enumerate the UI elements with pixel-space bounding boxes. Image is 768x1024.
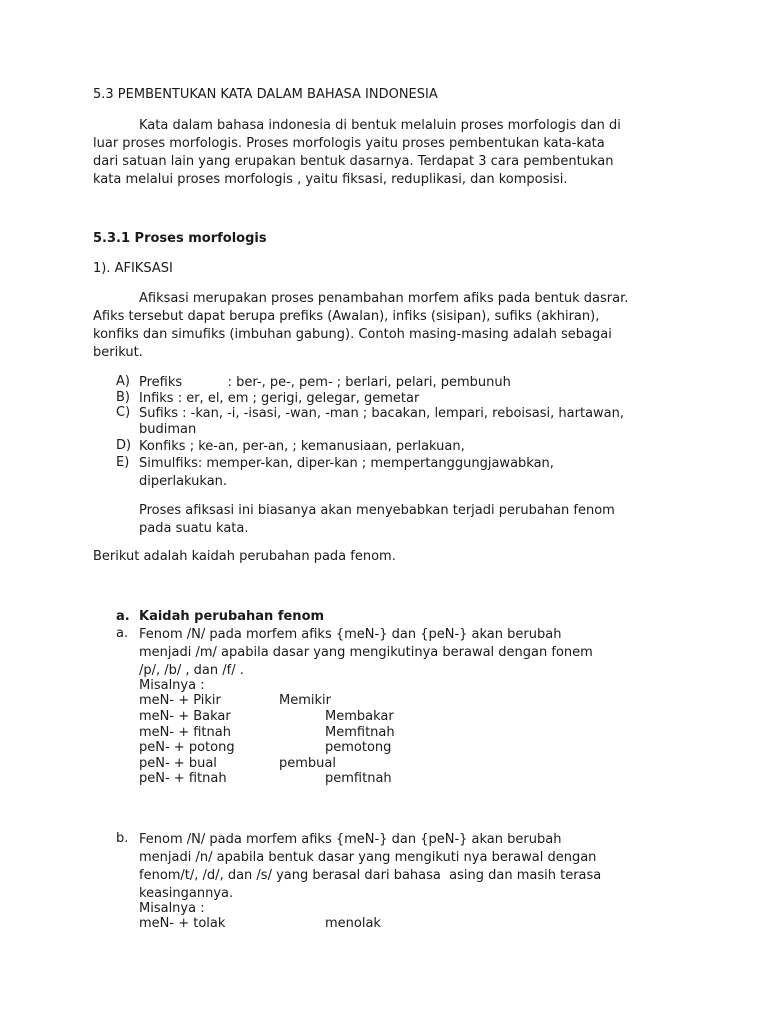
afiksasi-line: berikut. — [93, 345, 143, 360]
list-item-text: Sufiks : -kan, -i, -isasi, -wan, -man ; bacakan, lempari, reboisasi, hartawan, — [139, 406, 625, 421]
rule-b-example-label: Misalnya : — [139, 901, 205, 916]
example-result: Membakar — [325, 709, 394, 724]
example-base: peN- + fitnah — [139, 771, 227, 786]
rule-a-text — [139, 626, 593, 680]
rule-a-line: /p/, /b/ , dan /f/ . — [139, 663, 244, 678]
rules-heading-marker: a. — [116, 609, 130, 624]
rule-b-line: Fenom /N/ pada morfem afiks {meN-} dan {peN-} akan berubah — [139, 832, 562, 847]
intro-line: kata melalui proses morfologis , yaitu fiksasi, reduplikasi, dan komposisi. — [93, 172, 568, 187]
example-result: Memikir — [279, 693, 331, 708]
example-base: peN- + potong — [139, 740, 235, 755]
example-result: pemfitnah — [325, 771, 392, 786]
list-item-konfiks — [139, 438, 465, 454]
example-result: pembual — [279, 756, 336, 771]
list-marker: B) — [116, 390, 130, 405]
list-item-text: Prefiks : ber-, pe-, pem- ; berlari, pelari, pembunuh — [139, 375, 511, 390]
rule-b-line: keasingannya. — [139, 886, 234, 901]
afiksasi-line: konfiks dan simufiks (imbuhan gabung). Contoh masing-masing adalah sebagai — [93, 327, 612, 342]
list-item-text: Infiks : er, el, em ; gerigi, gelegar, gemetar — [139, 391, 420, 406]
rule-b-line: menjadi /n/ apabila bentuk dasar yang mengikuti nya berawal dengan — [139, 850, 597, 865]
list-item-text: diperlakukan. — [139, 474, 228, 489]
rule-a-line: menjadi /m/ apabila dasar yang mengikutinya berawal dengan fonem — [139, 645, 593, 660]
intro-paragraph — [93, 117, 621, 189]
example-base: meN- + Pikir — [139, 693, 221, 708]
example-base: meN- + fitnah — [139, 725, 231, 740]
list-item-simulfiks — [139, 455, 554, 491]
list-marker: E) — [116, 455, 130, 470]
section-title: 5.3 PEMBENTUKAN KATA DALAM BAHASA INDONESIA — [93, 87, 438, 102]
note-paragraph — [139, 502, 615, 538]
note-line: Proses afiksasi ini biasanya akan menyebabkan terjadi perubahan fenom — [139, 503, 615, 518]
list-item-text: Konfiks ; ke-an, per-an, ; kemanusiaan, perlakuan, — [139, 439, 465, 454]
list-item-text: budiman — [139, 422, 197, 437]
example-base: meN- + tolak — [139, 916, 226, 931]
list-item-sufiks — [139, 405, 624, 437]
example-result: Memfitnah — [325, 725, 395, 740]
list-item-infiks — [139, 390, 419, 406]
example-result: pemotong — [325, 740, 392, 755]
rule-a-marker: a. — [116, 626, 129, 641]
intro-line: Kata dalam bahasa indonesia di bentuk melaluin proses morfologis dan di — [139, 118, 621, 133]
example-base: peN- + bual — [139, 756, 217, 771]
intro-line: luar proses morfologis. Proses morfologis yaitu proses pembentukan kata-kata — [93, 136, 605, 151]
rule-intro: Berikut adalah kaidah perubahan pada fenom. — [93, 549, 396, 564]
list-item-text: Simulfiks: memper-kan, diper-kan ; mempertanggungjawabkan, — [139, 456, 554, 471]
afiksasi-paragraph — [93, 290, 628, 362]
afiksasi-heading: 1). AFIKSASI — [93, 261, 173, 276]
list-marker: C) — [116, 405, 131, 420]
afiksasi-line: Afiks tersebut dapat berupa prefiks (Awalan), infiks (sisipan), sufiks (akhiran), — [93, 309, 600, 324]
note-line: pada suatu kata. — [139, 521, 249, 536]
list-marker: D) — [116, 438, 132, 453]
list-marker: A) — [116, 374, 130, 389]
subsection-title: 5.3.1 Proses morfologis — [93, 231, 267, 246]
rule-b-line: fenom/t/, /d/, dan /s/ yang berasal dari bahasa asing dan masih terasa — [139, 868, 602, 883]
rules-heading: Kaidah perubahan fenom — [139, 609, 325, 624]
rule-b-marker: b. — [116, 831, 129, 846]
example-base: meN- + Bakar — [139, 709, 231, 724]
rule-b-text — [139, 831, 601, 903]
rule-a-example-label: Misalnya : — [139, 678, 205, 693]
list-item-prefiks — [139, 374, 511, 390]
intro-line: dari satuan lain yang erupakan bentuk dasarnya. Terdapat 3 cara pembentukan — [93, 154, 614, 169]
rule-a-line: Fenom /N/ pada morfem afiks {meN-} dan {peN-} akan berubah — [139, 627, 562, 642]
example-result: menolak — [325, 916, 381, 931]
afiksasi-line: Afiksasi merupakan proses penambahan morfem afiks pada bentuk dasrar. — [139, 291, 629, 306]
